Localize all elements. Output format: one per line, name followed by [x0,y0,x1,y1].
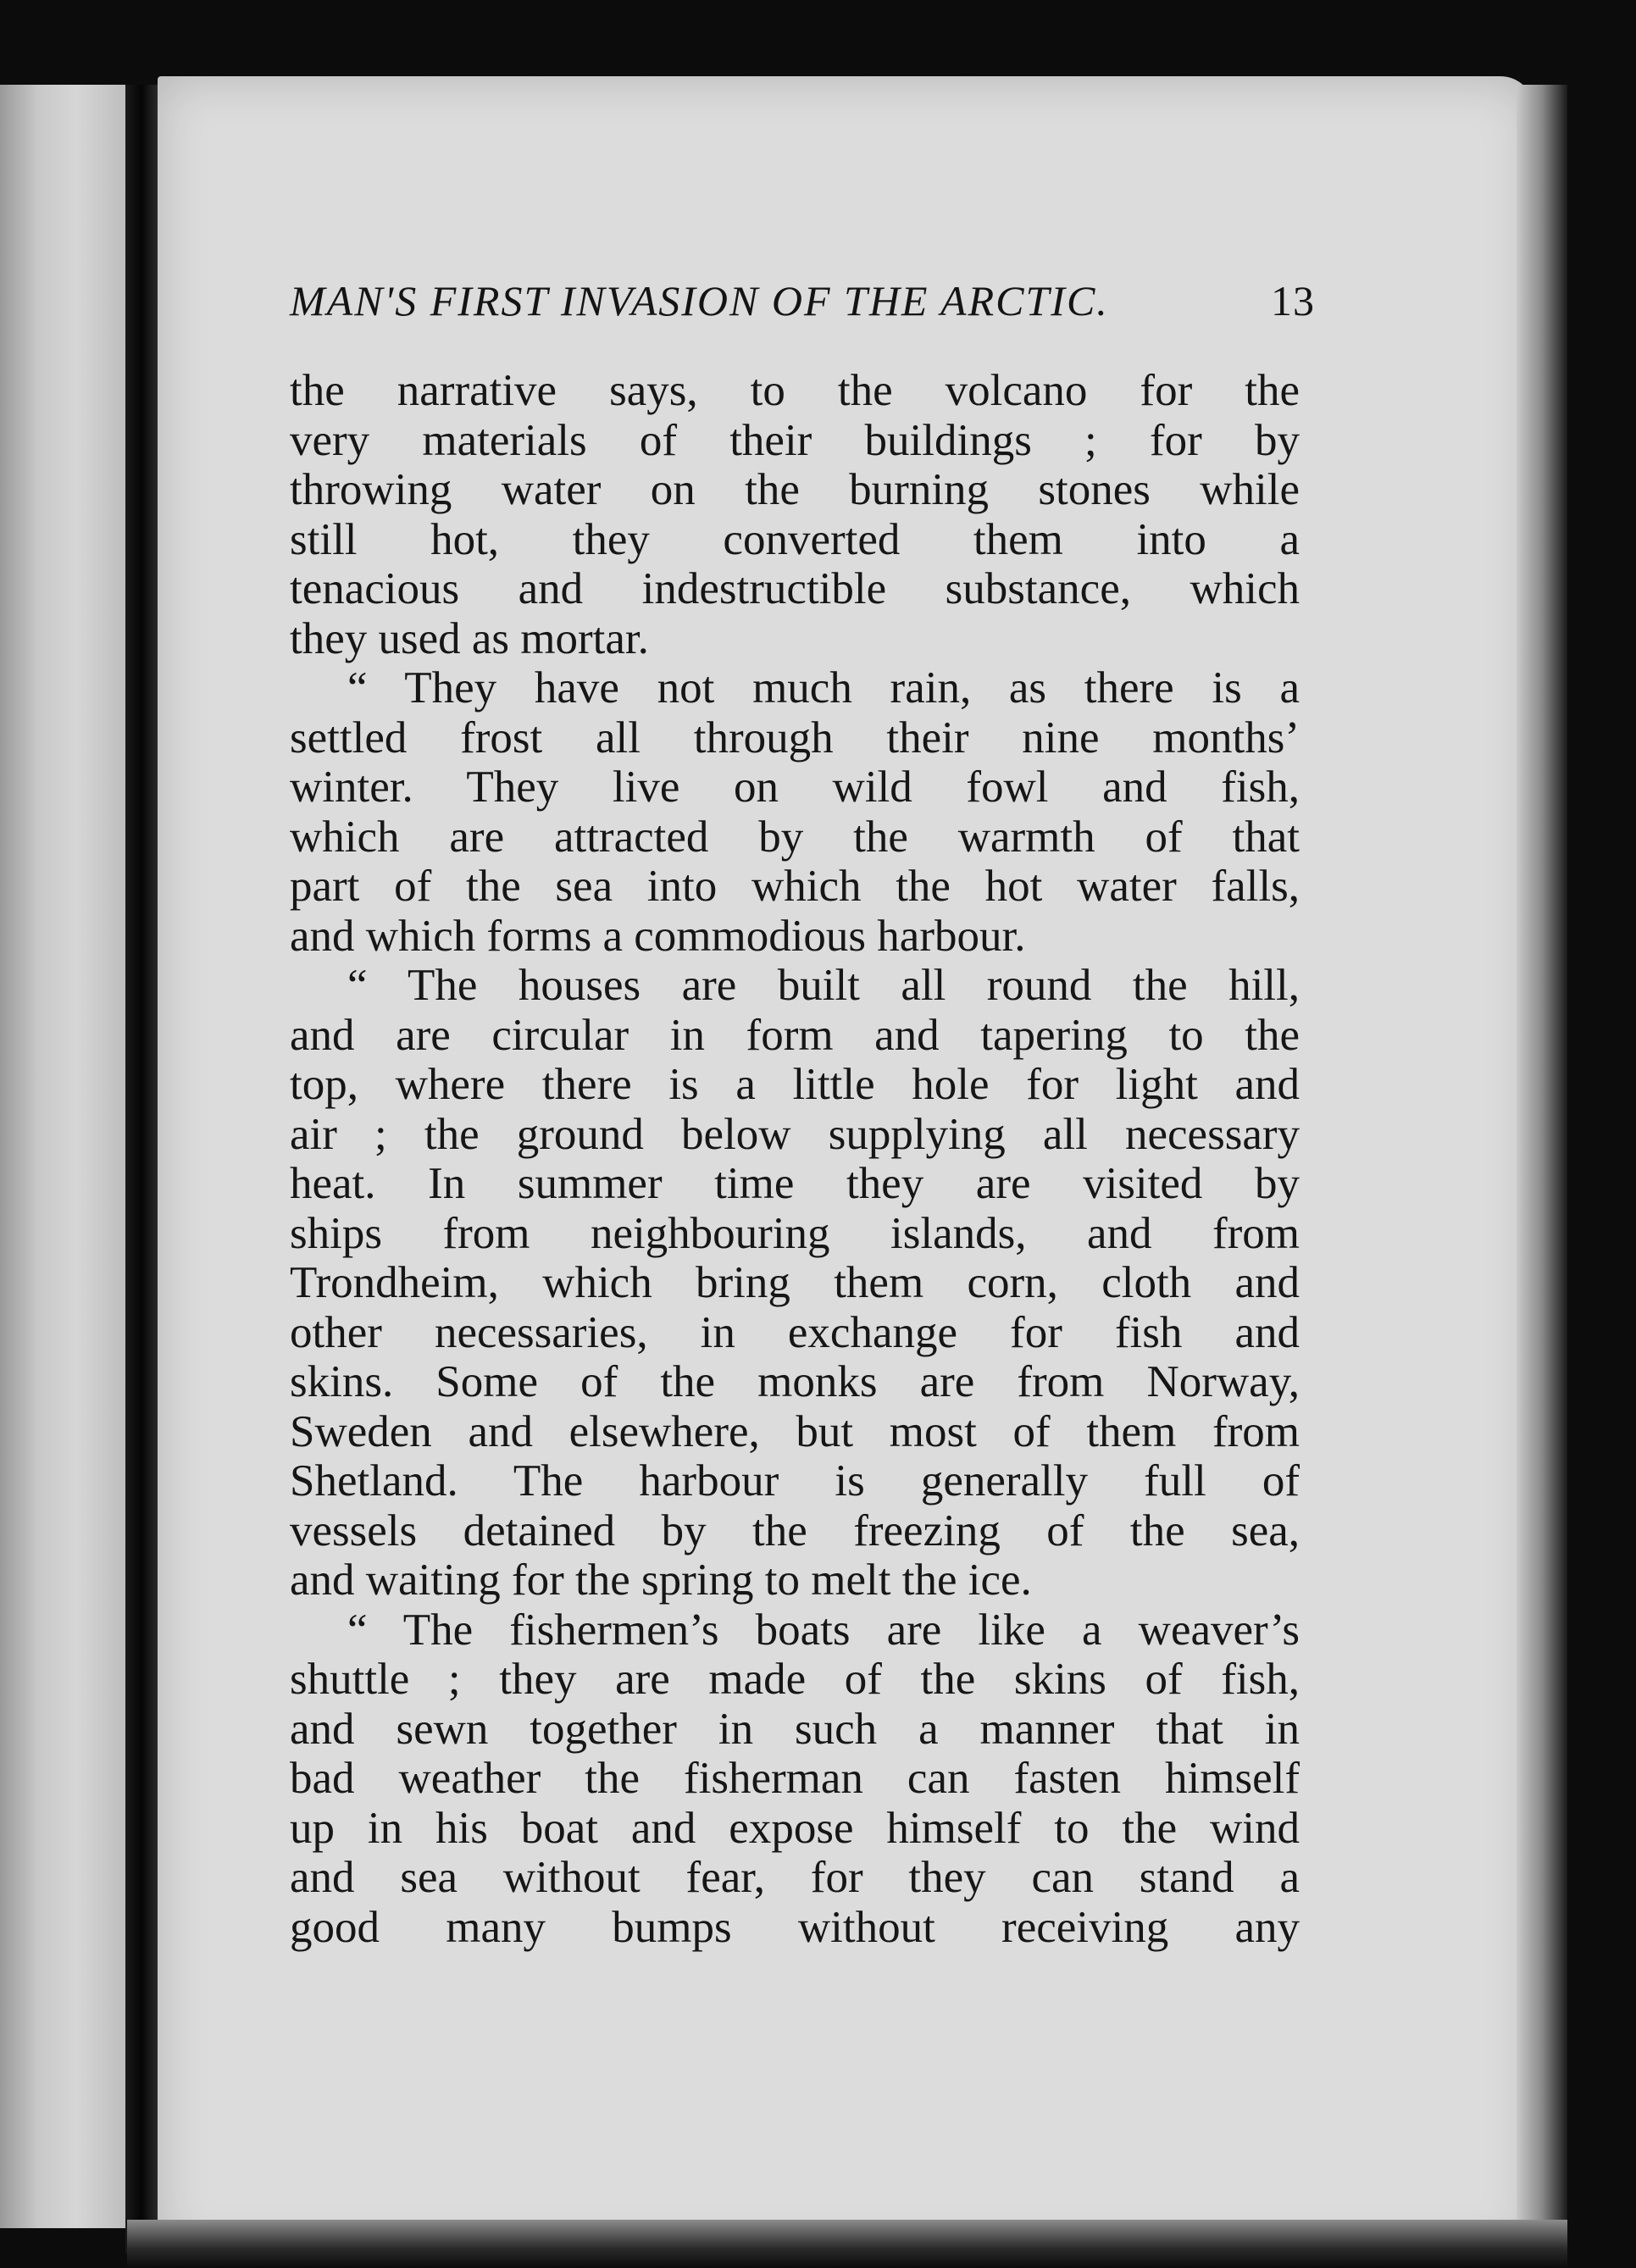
text-line: part of the sea into which the hot water falls, [290,862,1300,911]
text-line: heat. In summer time they are visited by [290,1159,1300,1208]
text-line: vessels detained by the freezing of the sea, [290,1506,1300,1555]
text-line: “ The fishermen’s boats are like a weaver’s [347,1605,1300,1655]
text-line: shuttle ; they are made of the skins of fish, [290,1655,1300,1704]
text-line: bad weather the fisherman can fasten himself [290,1754,1300,1803]
page-right-edge [1517,85,1567,2254]
text-line: very materials of their buildings ; for by [290,415,1300,465]
text-line: which are attracted by the warmth of that [290,812,1300,862]
text-line: winter. They live on wild fowl and fish, [290,762,1300,812]
text-line: tenacious and indestructible substance, which [290,564,1300,613]
text-line: settled frost all through their nine months’ [290,713,1300,762]
running-head-title: MAN'S FIRST INVASION OF THE ARCTIC. [290,277,1109,324]
body-text [290,366,1300,1952]
text-line: still hot, they converted them into a [290,514,1300,564]
text-line: they used as mortar. [290,613,649,663]
page-number: 13 [1271,277,1315,324]
text-line: and sewn together in such a manner that in [290,1704,1300,1754]
book-gutter [125,85,158,2254]
text-line: the narrative says, to the volcano for the [290,366,1300,415]
text-line: and are circular in form and tapering to the [290,1010,1300,1060]
text-line: and sea without fear, for they can stand a [290,1853,1300,1902]
running-head [290,271,1315,330]
page-bottom-edge [127,2220,1567,2268]
text-line: “ They have not much rain, as there is a [347,663,1300,713]
text-line: Sweden and elsewhere, but most of them from [290,1406,1300,1456]
text-line: throwing water on the burning stones while [290,465,1300,514]
text-line: “ The houses are built all round the hill, [347,961,1300,1010]
text-line: other necessaries, in exchange for fish and [290,1307,1300,1357]
previous-page-edge [0,85,127,2228]
text-line: Trondheim, which bring them corn, cloth and [290,1258,1300,1307]
text-line: and which forms a commodious harbour. [290,911,1026,961]
text-line: top, where there is a little hole for light and [290,1060,1300,1109]
text-line: up in his boat and expose himself to the wind [290,1803,1300,1853]
text-line: and waiting for the spring to melt the ice. [290,1555,1032,1605]
text-line: good many bumps without receiving any [290,1902,1300,1952]
text-line: skins. Some of the monks are from Norway, [290,1357,1300,1406]
text-line: air ; the ground below supplying all necessary [290,1109,1300,1159]
text-line: Shetland. The harbour is generally full of [290,1456,1300,1506]
text-line: ships from neighbouring islands, and from [290,1208,1300,1258]
